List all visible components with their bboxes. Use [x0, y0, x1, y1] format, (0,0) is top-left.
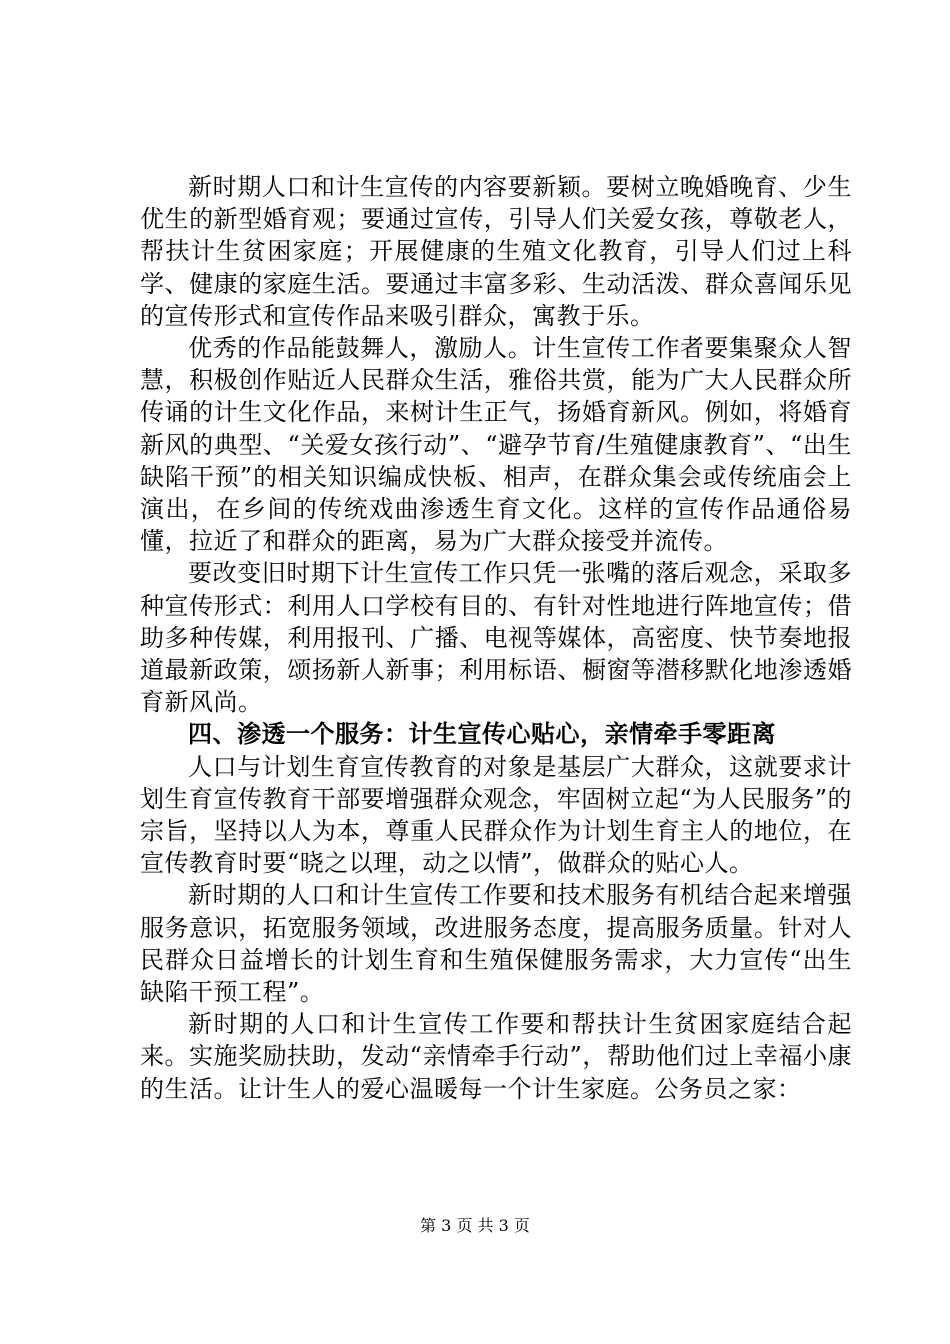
- paragraph: 要改变旧时期下计生宣传工作只凭一张嘴的落后观念，采取多种宣传形式：利用人口学校有目的、有针对性地进行阵地宣传；借助多种传媒，利用报刊、广播、电视等媒体，高密度、快节奏地报道最新政策，颂扬新人新事；利用标语、橱窗等潜移默化地渗透婚育新风尚。: [140, 559, 852, 717]
- paragraph: 人口与计划生育宣传教育的对象是基层广大群众，这就要求计划生育宣传教育干部要增强群众观念，牢固树立起“为人民服务”的宗旨，坚持以人为本，尊重人民群众作为计划生育主人的地位，在宣传教育时要“晓之以理，动之以情”，做群众的贴心人。: [140, 752, 852, 878]
- paragraph: 优秀的作品能鼓舞人，激励人。计生宣传工作者要集聚众人智慧，积极创作贴近人民群众生活，雅俗共赏，能为广大人民群众所传诵的计生文化作品，来树计生正气，扬婚育新风。例如，将婚育新风的典型、“关爱女孩行动”、“避孕节育/生殖健康教育”、“出生缺陷干预”的相关知识编成快板、相声，在群众集会或传统庙会上演出，在乡间的传统戏曲渗透生育文化。这样的宣传作品通俗易懂，拉近了和群众的距离，易为广大群众接受并流传。: [140, 334, 852, 556]
- section-heading: 四、渗透一个服务：计生宣传心贴心，亲情牵手零距离: [188, 720, 776, 749]
- paragraph: 新时期的人口和计生宣传工作要和帮扶计生贫困家庭结合起来。实施奖励扶助，发动“亲情牵手行动”，帮助他们过上幸福小康的生活。让计生人的爱心温暖每一个计生家庭。公务员之家：: [140, 1010, 852, 1103]
- document-body: [140, 171, 852, 1105]
- paragraph: 新时期人口和计生宣传的内容要新颖。要树立晚婚晚育、少生优生的新型婚育观；要通过宣传，引导人们关爱女孩，尊敬老人，帮扶计生贫困家庭；开展健康的生殖文化教育，引导人们过上科学、健康的家庭生活。要通过丰富多彩、生动活泼、群众喜闻乐见的宣传形式和宣传作品来吸引群众，寓教于乐。: [140, 173, 852, 330]
- page-footer: 第 3 页 共 3 页: [420, 1216, 530, 1235]
- paragraph: 新时期的人口和计生宣传工作要和技术服务有机结合起来增强服务意识，拓宽服务领域，改进服务态度，提高服务质量。针对人民群众日益增长的计划生育和生殖保健服务需求，大力宣传“出生缺陷干预工程”。: [140, 881, 852, 1007]
